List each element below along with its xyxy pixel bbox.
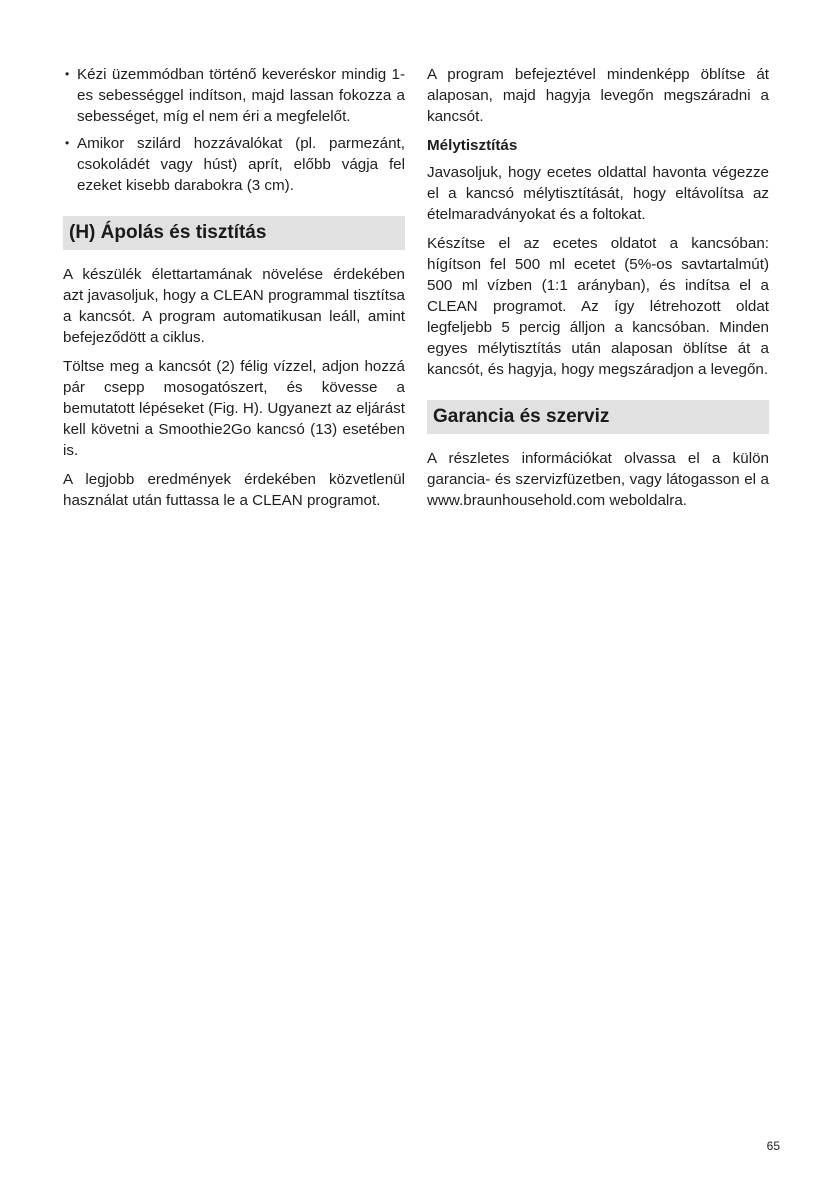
subheading-deep-cleaning: Mélytisztítás	[427, 137, 518, 154]
right-column	[427, 64, 769, 519]
section-title-warranty: Garancia és szerviz	[427, 400, 769, 434]
left-column	[63, 64, 405, 519]
body-paragraph: A legjobb eredmények érdekében közvetlenül használat után futtassa le a CLEAN programot.	[63, 471, 405, 509]
body-paragraph: A program befejeztével mindenképp öblítse át alaposan, majd hagyja levegőn megszáradni a kancsót.	[427, 66, 769, 125]
list-item: • Kézi üzemmódban történő keveréskor mindig 1-es sebességgel indítson, majd lassan fokozza a sebességet, míg el nem éri a megfelelőt.	[63, 64, 405, 127]
body-paragraph: Töltse meg a kancsót (2) félig vízzel, adjon hozzá pár csepp mosogatószert, és kövesse a bemutatott lépéseket (Fig. H). Ugyanezt az eljárást kell követni a Smoothie2Go kancsó (13) esetében is.	[63, 358, 405, 459]
page-number: 65	[766, 1139, 780, 1153]
body-paragraph: A készülék élettartamának növelése érdekében azt javasoljuk, hogy a CLEAN programmal tisztítsa a kancsót. A program automatikusan leáll, amint befejeződött a ciklus.	[63, 266, 405, 346]
body-paragraph: A részletes információkat olvassa el a külön garancia- és szervizfüzetben, vagy látogasson el a www.braunhousehold.com weboldalra.	[427, 450, 769, 509]
section-title-care-cleaning: (H) Ápolás és tisztítás	[63, 216, 405, 250]
body-paragraph: Készítse el az ecetes oldatot a kancsóban: hígítson fel 500 ml ecetet (5%-os savtartalmút) 500 ml vízben (1:1 arányban), és indítsa el a CLEAN programot. Az így létrehozott oldat legfeljebb 5 percig álljon a kancsóban. Minden egyes mélytisztítás után alaposan öblítse át a kancsót, és hagyja, hogy megszáradjon a levegőn.	[427, 235, 769, 378]
list-item: • Amikor szilárd hozzávalókat (pl. parmezánt, csokoládét vagy húst) aprít, előbb vágja fel ezeket kisebb darabokra (3 cm).	[63, 133, 405, 196]
body-paragraph: Javasoljuk, hogy ecetes oldattal havonta végezze el a kancsó mélytisztítását, hogy eltávolítsa az ételmaradványokat és a foltokat.	[427, 164, 769, 223]
tips-list	[63, 64, 405, 196]
